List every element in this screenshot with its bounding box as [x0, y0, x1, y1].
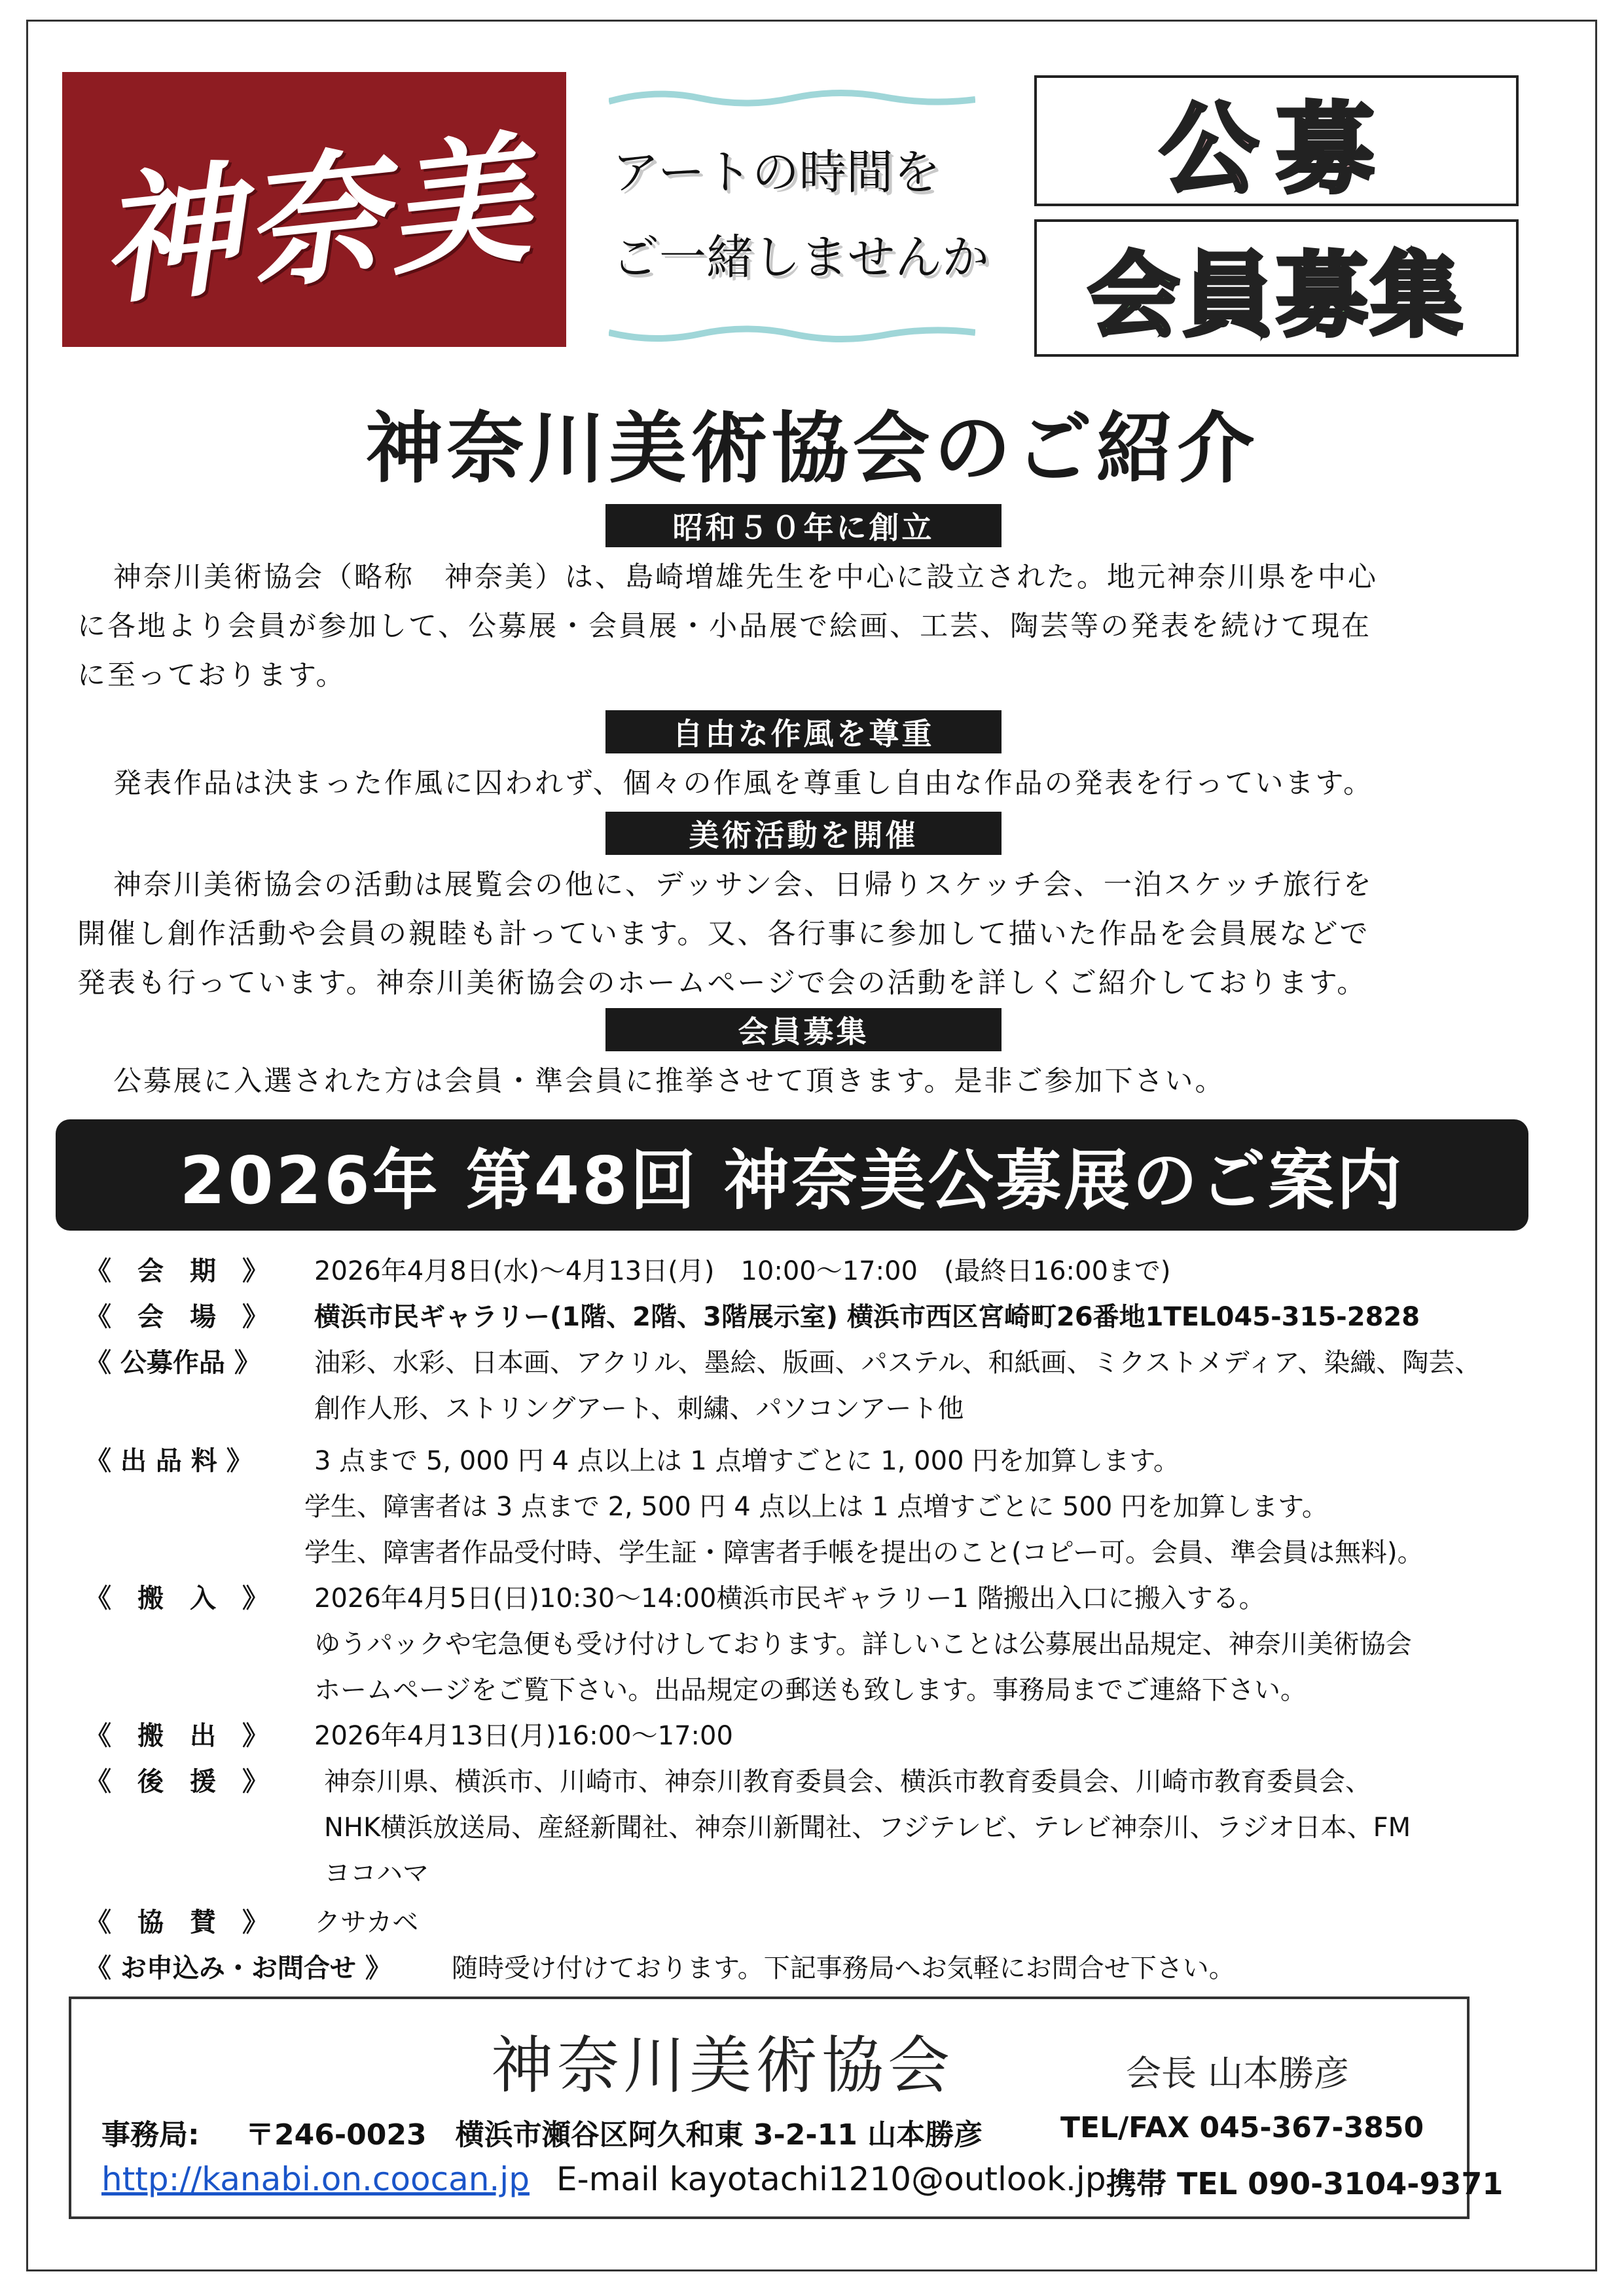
logo-text: 神奈美	[90, 115, 540, 325]
carry-in-value-line-1: 2026年4月5日(日)10:30～14:00横浜市民ギャラリー1 階搬出入口に搬入する。	[314, 1583, 1265, 1614]
support-value-line-3: ヨコハマ	[324, 1858, 429, 1888]
venue-value: 横浜市民ギャラリー(1階、2階、3階展示室) 横浜市西区宮崎町26番地1TEL045-315-2828	[314, 1302, 1420, 1332]
venue-label: 《 会 場 》	[85, 1302, 268, 1332]
mobile-tel: 携帯 TEL 090-3104-9371	[1106, 2166, 1504, 2201]
tagline-line-2: ご一緒しませんか	[612, 230, 990, 285]
website-link[interactable]: http://kanabi.on.coocan.jp	[101, 2160, 530, 2198]
member-recruitment-text: 会員募集	[1087, 242, 1465, 350]
carry-in-value-line-2: ゆうパックや宅急便も受け付けしております。詳しいことは公募展出品規定、神奈川美術協会	[314, 1629, 1412, 1659]
paragraph-line: 発表作品は決まった作風に囚われず、個々の作風を尊重し自由な作品の発表を行っています。	[113, 767, 1374, 800]
section-label-founded: 昭和５０年に創立	[605, 504, 1001, 547]
paragraph-line: に各地より会員が参加して、公募展・会員展・小品展で絵画、工芸、陶芸等の発表を続けて現在	[77, 610, 1372, 643]
page-title: 神奈川美術協会のご紹介	[365, 403, 1259, 494]
president-name: 会長 山本勝彦	[1126, 2053, 1350, 2094]
email-address: E-mail kayotachi1210@outlook.jp	[556, 2160, 1106, 2198]
works-value-line-2: 創作人形、ストリングアート、刺繍、パソコンアート他	[314, 1394, 964, 1424]
paragraph-line: に至っております。	[77, 659, 346, 692]
organization-name: 神奈川美術協会	[491, 2030, 954, 2102]
period-value: 2026年4月8日(水)～4月13日(月) 10:00～17:00 (最終日16:00まで)	[314, 1256, 1171, 1286]
sponsor-label: 《 協 賛 》	[85, 1907, 268, 1938]
logo	[62, 72, 566, 347]
period-label: 《 会 期 》	[85, 1256, 268, 1286]
section-text-free-style	[77, 759, 1550, 808]
section-text-activities	[77, 861, 1550, 1008]
paragraph-line: 神奈川美術協会の活動は展覧会の他に、デッサン会、日帰りスケッチ会、一泊スケッチ旅行を	[113, 869, 1373, 901]
carry-in-value-line-3: ホームページをご覧下さい。出品規定の郵送も致します。事務局までご連絡下さい。	[314, 1675, 1307, 1705]
koubo-badge	[1034, 75, 1519, 206]
fee-value-line-1: 3 点まで 5, 000 円 4 点以上は 1 点増すごとに 1, 000 円を加算します。	[314, 1446, 1180, 1476]
member-recruitment-badge	[1034, 219, 1519, 357]
section-text-founded	[77, 553, 1550, 700]
works-label: 《 公募作品 》	[85, 1348, 261, 1378]
carry-out-label: 《 搬 出 》	[85, 1721, 268, 1751]
sponsor-value: クサカベ	[314, 1907, 419, 1938]
fee-value-line-2: 学生、障害者は 3 点まで 2, 500 円 4 点以上は 1 点増すごとに 500 円を加算します。	[304, 1492, 1328, 1522]
office-tel-fax: TEL/FAX 045-367-3850	[1060, 2111, 1424, 2144]
support-label: 《 後 援 》	[85, 1767, 268, 1797]
office-address: 〒246-0023 横浜市瀬谷区阿久和東 3-2-11 山本勝彦	[245, 2118, 983, 2152]
inquiry-value: 随時受け付けております。下記事務局へお気軽にお問合せ下さい。	[452, 1953, 1235, 1983]
support-value-line-2: NHK横浜放送局、産経新聞社、神奈川新聞社、フジテレビ、テレビ神奈川、ラジオ日本、FM	[324, 1813, 1411, 1843]
wave-decoration-top	[609, 85, 975, 111]
paragraph-line: 発表も行っています。神奈川美術協会のホームページで会の活動を詳しくご紹介しております。	[77, 967, 1367, 1000]
works-value-line-1: 油彩、水彩、日本画、アクリル、墨絵、版画、パステル、和紙画、ミクストメディア、染織、陶芸、	[314, 1348, 1481, 1378]
paragraph-line: 開催し創作活動や会員の親睦も計っています。又、各行事に参加して描いた作品を会員展などで	[77, 918, 1370, 950]
section-label-free-style: 自由な作風を尊重	[605, 710, 1001, 753]
wave-decoration-bottom	[609, 321, 975, 347]
section-text-membership	[77, 1057, 1550, 1106]
paragraph-line: 神奈川美術協会（略称 神奈美）は、島崎増雄先生を中心に設立された。地元神奈川県を中心	[113, 561, 1378, 594]
tagline-line-1: アートの時間を	[612, 145, 941, 200]
section-label-activities: 美術活動を開催	[605, 812, 1001, 855]
koubo-text: 公募	[1159, 93, 1393, 207]
exhibition-banner	[56, 1119, 1528, 1231]
section-label-membership: 会員募集	[605, 1008, 1001, 1051]
fee-value-line-3: 学生、障害者作品受付時、学生証・障害者手帳を提出のこと(コピー可。会員、準会員は無料)。	[304, 1538, 1424, 1568]
paragraph-line: 公募展に入選された方は会員・準会員に推挙させて頂きます。是非ご参加下さい。	[113, 1065, 1225, 1098]
support-value-line-1: 神奈川県、横浜市、川崎市、神奈川教育委員会、横浜市教育委員会、川崎市教育委員会、	[324, 1767, 1371, 1797]
carry-in-label: 《 搬 入 》	[85, 1583, 268, 1614]
office-label: 事務局:	[101, 2118, 200, 2152]
carry-out-value: 2026年4月13日(月)16:00～17:00	[314, 1721, 733, 1751]
inquiry-label: 《 お申込み・お問合せ 》	[85, 1953, 391, 1983]
fee-label: 《 出 品 料 》	[85, 1446, 253, 1476]
exhibition-banner-text: 2026年 第48回 神奈美公募展のご案内	[179, 1142, 1405, 1219]
